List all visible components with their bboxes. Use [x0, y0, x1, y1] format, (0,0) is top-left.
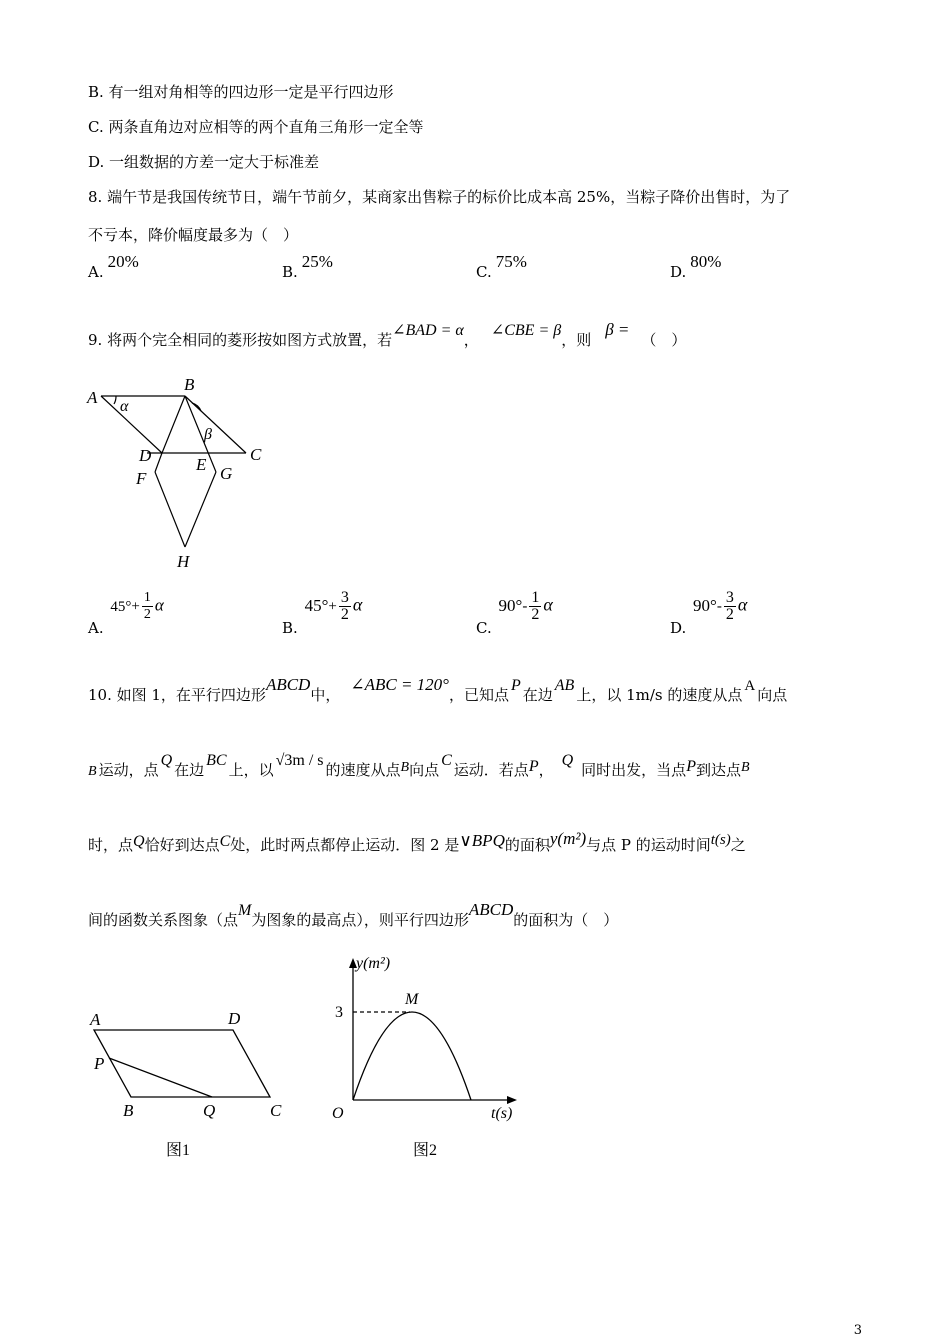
q10-stem-line2: B 运动，点Q在边BC上，以√3m / s的速度从点B向点C运动．若点P，Q同时出发，当点P到达点B — [88, 752, 750, 779]
label-H: H — [177, 552, 190, 571]
fig2-label-M: M — [405, 991, 419, 1008]
fig1-label-D: D — [228, 1009, 241, 1028]
q9-condition-alpha: ∠BAD = α — [392, 322, 464, 339]
fig2-caption: 图2 — [413, 1142, 438, 1159]
fig2-ymax: 3 — [335, 1004, 343, 1021]
page-number: 3 — [853, 1323, 862, 1338]
q7-option-c: C. 两条直角边对应相等的两个直角三角形一定全等 — [88, 118, 424, 136]
fig1-label-B: B — [123, 1101, 134, 1120]
q10-stem-line4: 间的函数关系图象（点M为图象的最高点），则平行四边形ABCD的面积为（ ） — [88, 900, 619, 929]
q8-option-d: D.80% — [670, 252, 722, 281]
fig1-caption: 图1 — [166, 1142, 191, 1159]
q8-stem-line2: 不亏本，降价幅度最多为（ ） — [88, 226, 299, 244]
q8-option-a: A.20% — [88, 252, 139, 281]
q10-figure-2 — [315, 950, 535, 1170]
q9-stem: 9. 将两个完全相同的菱形按如图方式放置，若∠BAD = α，∠CBE = β，则β =（ ） — [88, 320, 687, 349]
label-A: A — [87, 388, 98, 407]
label-C: C — [250, 445, 262, 464]
q9-option-d: D. 90°- $\frac{3}{2}$ α — [670, 589, 748, 637]
fig1-label-P: P — [94, 1054, 105, 1073]
label-beta: β — [204, 426, 212, 443]
q8-option-c: C.75% — [476, 252, 527, 281]
label-B: B — [184, 375, 195, 394]
label-F: F — [136, 469, 147, 488]
label-D: D — [139, 446, 152, 465]
q7-option-d: D. 一组数据的方差一定大于标准差 — [88, 153, 320, 171]
label-E: E — [196, 455, 207, 474]
fig2-origin: O — [332, 1105, 344, 1122]
q8-option-b: B.25% — [282, 252, 333, 281]
q9-rhombus-figure — [80, 372, 280, 572]
q10-stem-line3: 时，点Q恰好到达点C处，此时两点都停止运动．图 2 是∨BPQ的面积y(m²)与点 P 的运动时间t(s)之 — [88, 829, 746, 854]
label-alpha: α — [120, 398, 129, 415]
fig1-label-A: A — [90, 1010, 101, 1029]
q9-condition-beta: ∠CBE = β — [490, 322, 562, 339]
q9-option-c: C. 90°- $\frac{1}{2}$ α — [476, 589, 553, 637]
q7-option-b: B. 有一组对角相等的四边形一定是平行四边形 — [88, 83, 394, 101]
fig1-label-C: C — [270, 1101, 282, 1120]
q10-figure-1 — [80, 1000, 300, 1170]
fig1-label-Q: Q — [203, 1101, 216, 1120]
q8-stem-line1: 8. 端午节是我国传统节日，端午节前夕，某商家出售粽子的标价比成本高 25%，当粽子降价出售时，为了 — [88, 188, 791, 206]
q10-stem-line1: 10. 如图 1，在平行四边形ABCD中，∠ABC = 120°，已知点P在边AB上，以 1m/s 的速度从点 A 向点 — [88, 675, 788, 704]
q9-option-a: A. 45°+ $\frac{1}{2}$ α — [88, 590, 164, 637]
label-G: G — [220, 464, 233, 483]
fig2-xlabel: t(s) — [491, 1105, 513, 1122]
q9-option-b: B. 45°+ $\frac{3}{2}$ α — [282, 589, 363, 637]
fig2-ylabel: y(m²) — [356, 955, 391, 972]
